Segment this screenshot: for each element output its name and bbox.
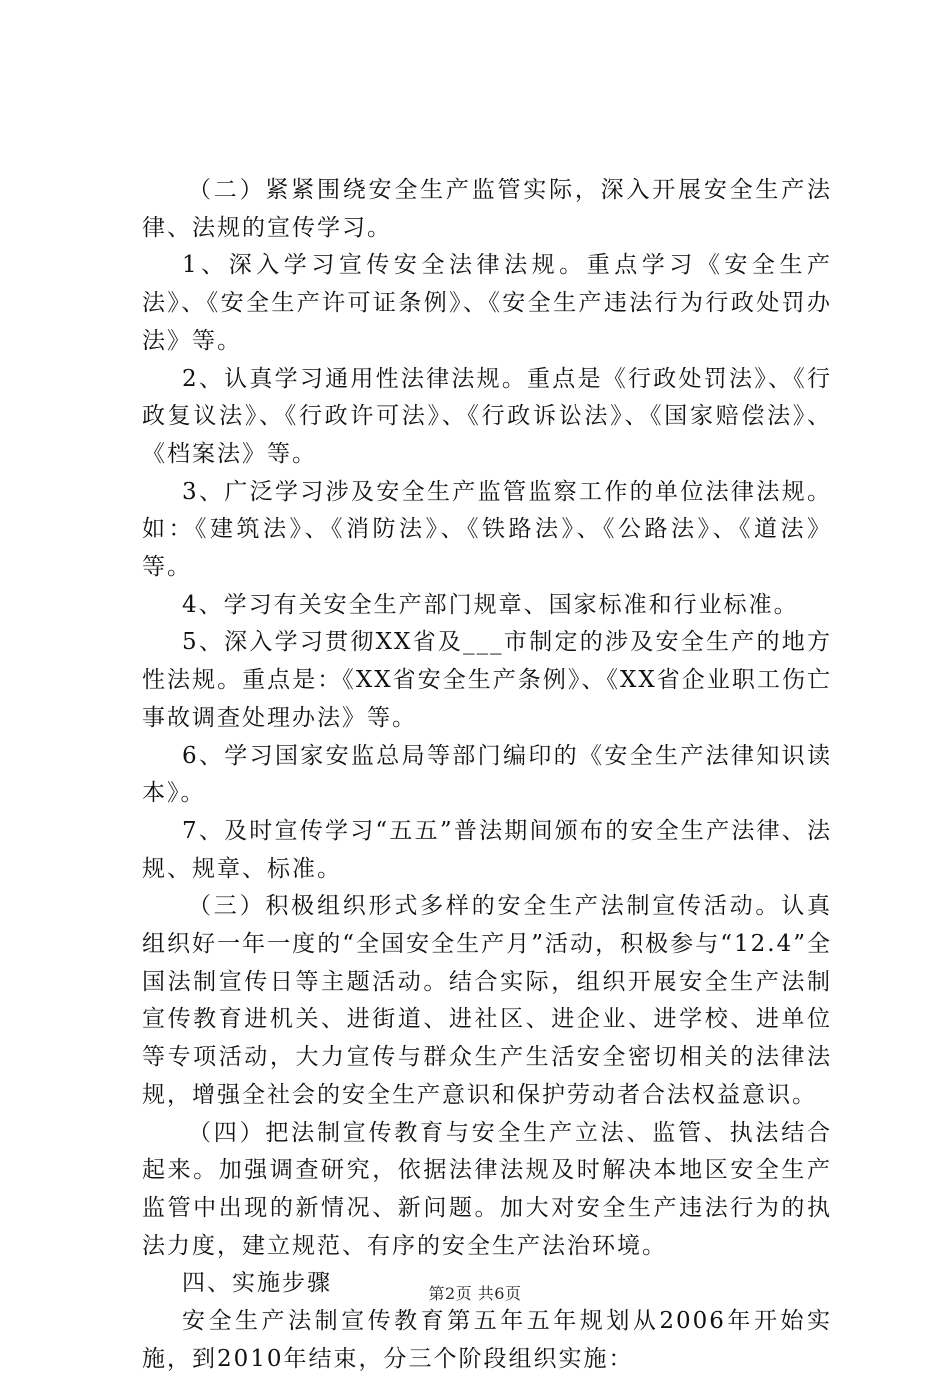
section-heading-two: （二）紧紧围绕安全生产监管实际，深入开展安全生产法律、法规的宣传学习。: [142, 177, 832, 241]
section-paragraph-three: （三）积极组织形式多样的安全生产法制宣传活动。认真组织好一年一度的“全国安全生产月”活动，积极参与“12.4”全国法制宣传日等主题活动。结合实际，组织开展安全生产法制宣传教育进机关、进街道、进社区、进企业、进学校、进单位等专项活动，大力宣传与群众生产生活安全密切相关的法律法规，增强全社会的安全生产意识和保护劳动者合法权益意识。: [142, 893, 832, 1108]
section-heading-steps: 四、实施步骤: [182, 1270, 332, 1297]
list-item-7: 7、及时宣传学习“五五”普法期间颁布的安全生产法律、法规、规章、标准。: [142, 817, 832, 882]
document-body: [142, 172, 832, 1379]
list-item-4: 4、学习有关安全生产部门规章、国家标准和行业标准。: [182, 591, 799, 618]
list-item-1: 1、深入学习宣传安全法律法规。重点学习《安全生产法》、《安全生产许可证条例》、《安全生产违法行为行政处罚办法》等。: [142, 252, 832, 354]
list-item-2: 2、认真学习通用性法律法规。重点是《行政处罚法》、《行政复议法》、《行政许可法》、《行政诉讼法》、《国家赔偿法》、《档案法》等。: [142, 365, 832, 467]
list-item-5: 5、深入学习贯彻XX省及___市制定的涉及安全生产的地方性法规。重点是：《XX省安全生产条例》、《XX省企业职工伤亡事故调查处理办法》等。: [142, 629, 832, 731]
list-item-3: 3、广泛学习涉及安全生产监管监察工作的单位法律法规。如：《建筑法》、《消防法》、《铁路法》、《公路法》、《道法》等。: [142, 478, 832, 581]
steps-paragraph: 安全生产法制宣传教育第五年五年规划从2006年开始实施，到2010年结束，分三个阶段组织实施：: [142, 1308, 832, 1372]
section-paragraph-four: （四）把法制宣传教育与安全生产立法、监管、执法结合起来。加强调查研究，依据法律法规及时解决本地区安全生产监管中出现的新情况、新问题。加大对安全生产违法行为的执法力度，建立规范、有序的安全生产法治环境。: [142, 1119, 832, 1259]
list-item-6: 6、学习国家安监总局等部门编印的《安全生产法律知识读本》。: [142, 742, 832, 807]
page-number-footer: 第2页 共6页: [428, 1284, 522, 1303]
